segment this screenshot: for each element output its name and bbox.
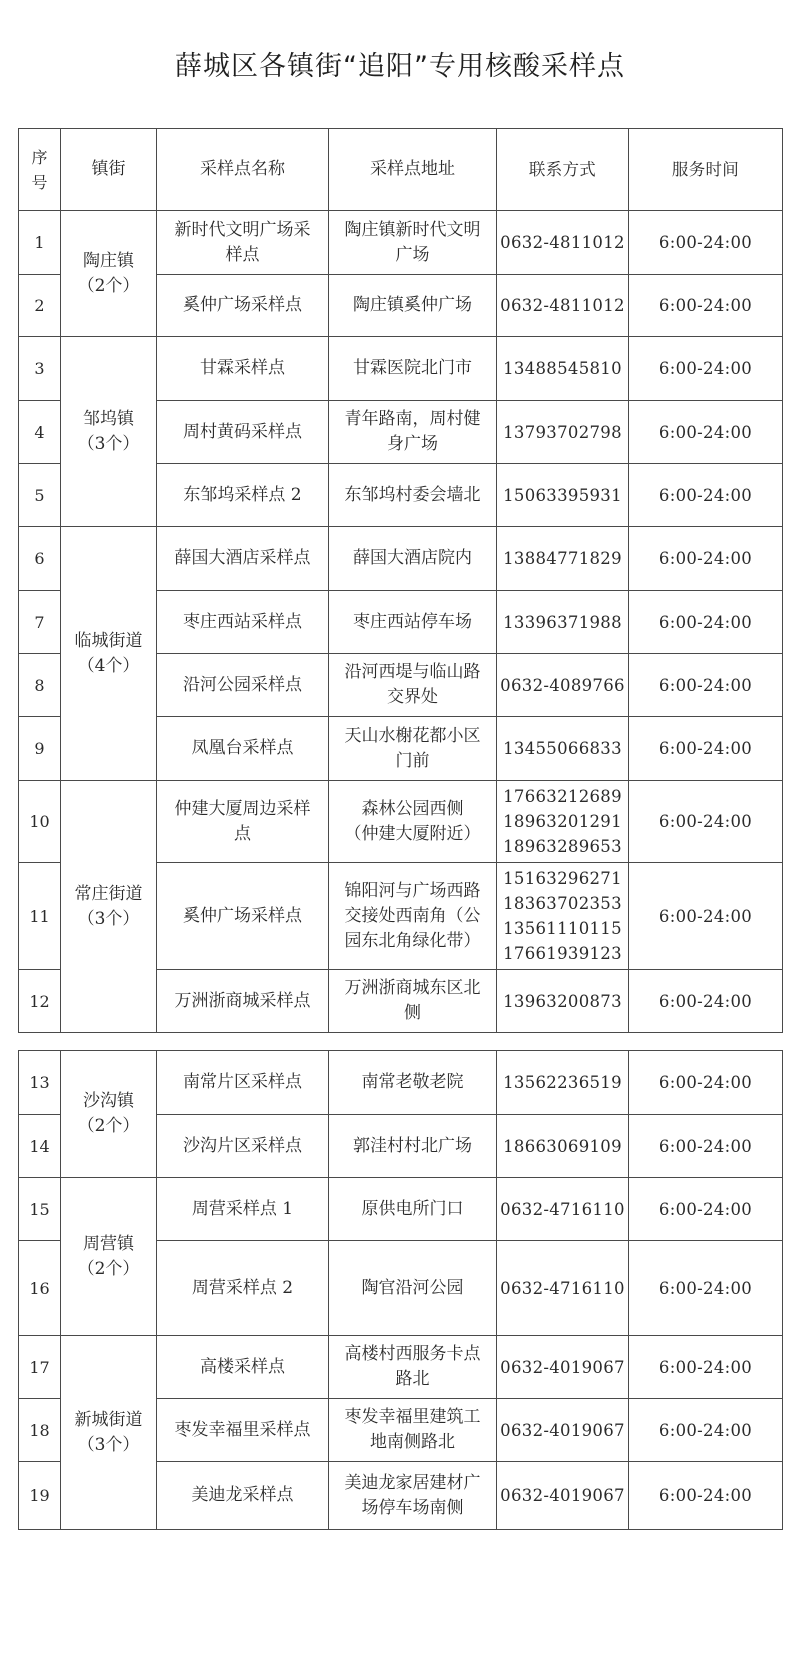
row-index: 4 bbox=[19, 401, 61, 464]
row-index: 12 bbox=[19, 970, 61, 1033]
service-time: 6:00-24:00 bbox=[629, 337, 783, 401]
site-name: 南常片区采样点 bbox=[157, 1051, 329, 1115]
site-name: 沙沟片区采样点 bbox=[157, 1115, 329, 1178]
site-address: 天山水榭花都小区 门前 bbox=[329, 717, 497, 781]
site-address: 薛国大酒店院内 bbox=[329, 527, 497, 591]
service-time: 6:00-24:00 bbox=[629, 970, 783, 1033]
service-time: 6:00-24:00 bbox=[629, 401, 783, 464]
service-time: 6:00-24:00 bbox=[629, 654, 783, 717]
table-header-row bbox=[19, 129, 783, 211]
contact: 13488545810 bbox=[497, 337, 629, 401]
town-cell: 陶庄镇 （2个） bbox=[61, 211, 157, 337]
site-address: 郭洼村村北广场 bbox=[329, 1115, 497, 1178]
contact: 0632-4019067 bbox=[497, 1399, 629, 1462]
header-site-address: 采样点地址 bbox=[329, 129, 497, 211]
header-service-time: 服务时间 bbox=[629, 129, 783, 211]
row-index: 2 bbox=[19, 275, 61, 337]
row-index: 17 bbox=[19, 1336, 61, 1399]
service-time: 6:00-24:00 bbox=[629, 1051, 783, 1115]
service-time: 6:00-24:00 bbox=[629, 591, 783, 654]
site-name: 奚仲广场采样点 bbox=[157, 863, 329, 970]
row-index: 16 bbox=[19, 1241, 61, 1336]
contact: 13884771829 bbox=[497, 527, 629, 591]
table-row bbox=[19, 1178, 783, 1241]
contact: 13455066833 bbox=[497, 717, 629, 781]
header-town: 镇街 bbox=[61, 129, 157, 211]
table-row bbox=[19, 1336, 783, 1399]
site-name: 甘霖采样点 bbox=[157, 337, 329, 401]
header-index: 序 号 bbox=[19, 129, 61, 211]
town-cell: 新城街道 （3个） bbox=[61, 1336, 157, 1530]
row-index: 18 bbox=[19, 1399, 61, 1462]
town-cell: 沙沟镇 （2个） bbox=[61, 1051, 157, 1178]
service-time: 6:00-24:00 bbox=[629, 527, 783, 591]
service-time: 6:00-24:00 bbox=[629, 211, 783, 275]
site-name: 枣庄西站采样点 bbox=[157, 591, 329, 654]
row-index: 11 bbox=[19, 863, 61, 970]
service-time: 6:00-24:00 bbox=[629, 1399, 783, 1462]
service-time: 6:00-24:00 bbox=[629, 781, 783, 863]
service-time: 6:00-24:00 bbox=[629, 1115, 783, 1178]
row-index: 6 bbox=[19, 527, 61, 591]
table-row bbox=[19, 337, 783, 401]
site-address: 万洲浙商城东区北 侧 bbox=[329, 970, 497, 1033]
row-index: 15 bbox=[19, 1178, 61, 1241]
service-time: 6:00-24:00 bbox=[629, 1462, 783, 1530]
contact: 13963200873 bbox=[497, 970, 629, 1033]
site-name: 新时代文明广场采 样点 bbox=[157, 211, 329, 275]
site-address: 陶官沿河公园 bbox=[329, 1241, 497, 1336]
site-name: 万洲浙商城采样点 bbox=[157, 970, 329, 1033]
table-row bbox=[19, 1051, 783, 1115]
contact: 0632-4716110 bbox=[497, 1178, 629, 1241]
site-name: 仲建大厦周边采样 点 bbox=[157, 781, 329, 863]
contact: 18663069109 bbox=[497, 1115, 629, 1178]
row-index: 19 bbox=[19, 1462, 61, 1530]
site-name: 枣发幸福里采样点 bbox=[157, 1399, 329, 1462]
service-time: 6:00-24:00 bbox=[629, 1336, 783, 1399]
service-time: 6:00-24:00 bbox=[629, 1241, 783, 1336]
row-index: 13 bbox=[19, 1051, 61, 1115]
site-name: 高楼采样点 bbox=[157, 1336, 329, 1399]
town-cell: 常庄街道 （3个） bbox=[61, 781, 157, 1033]
service-time: 6:00-24:00 bbox=[629, 863, 783, 970]
service-time: 6:00-24:00 bbox=[629, 1178, 783, 1241]
row-index: 7 bbox=[19, 591, 61, 654]
row-index: 8 bbox=[19, 654, 61, 717]
site-name: 沿河公园采样点 bbox=[157, 654, 329, 717]
service-time: 6:00-24:00 bbox=[629, 464, 783, 527]
service-time: 6:00-24:00 bbox=[629, 275, 783, 337]
row-index: 14 bbox=[19, 1115, 61, 1178]
site-name: 周营采样点 1 bbox=[157, 1178, 329, 1241]
contact: 0632-4811012 bbox=[497, 275, 629, 337]
sampling-sites-table-part-2 bbox=[18, 1050, 783, 1530]
row-index: 10 bbox=[19, 781, 61, 863]
site-address: 青年路南，周村健 身广场 bbox=[329, 401, 497, 464]
site-name: 薛国大酒店采样点 bbox=[157, 527, 329, 591]
site-address: 沿河西堤与临山路 交界处 bbox=[329, 654, 497, 717]
site-name: 周营采样点 2 bbox=[157, 1241, 329, 1336]
site-address: 陶庄镇新时代文明 广场 bbox=[329, 211, 497, 275]
site-name: 美迪龙采样点 bbox=[157, 1462, 329, 1530]
contact: 15063395931 bbox=[497, 464, 629, 527]
service-time: 6:00-24:00 bbox=[629, 717, 783, 781]
contact: 0632-4019067 bbox=[497, 1336, 629, 1399]
contact: 0632-4716110 bbox=[497, 1241, 629, 1336]
contact: 13396371988 bbox=[497, 591, 629, 654]
contact: 0632-4089766 bbox=[497, 654, 629, 717]
table-row bbox=[19, 211, 783, 275]
site-name: 周村黄码采样点 bbox=[157, 401, 329, 464]
site-address: 东邹坞村委会墙北 bbox=[329, 464, 497, 527]
site-name: 凤凰台采样点 bbox=[157, 717, 329, 781]
page-title: 薛城区各镇街“追阳”专用核酸采样点 bbox=[175, 51, 625, 82]
row-index: 5 bbox=[19, 464, 61, 527]
site-address: 美迪龙家居建材广 场停车场南侧 bbox=[329, 1462, 497, 1530]
town-cell: 周营镇 （2个） bbox=[61, 1178, 157, 1336]
row-index: 1 bbox=[19, 211, 61, 275]
contact: 15163296271 18363702353 13561110115 17661939123 bbox=[497, 863, 629, 970]
site-address: 陶庄镇奚仲广场 bbox=[329, 275, 497, 337]
site-address: 甘霖医院北门市 bbox=[329, 337, 497, 401]
contact: 0632-4019067 bbox=[497, 1462, 629, 1530]
header-site-name: 采样点名称 bbox=[157, 129, 329, 211]
site-address: 锦阳河与广场西路 交接处西南角（公 园东北角绿化带） bbox=[329, 863, 497, 970]
table-row bbox=[19, 527, 783, 591]
contact: 13562236519 bbox=[497, 1051, 629, 1115]
row-index: 3 bbox=[19, 337, 61, 401]
town-cell: 邹坞镇 （3个） bbox=[61, 337, 157, 527]
sampling-sites-table-part-1 bbox=[18, 128, 783, 1033]
contact: 0632-4811012 bbox=[497, 211, 629, 275]
table-row bbox=[19, 781, 783, 863]
contact: 13793702798 bbox=[497, 401, 629, 464]
row-index: 9 bbox=[19, 717, 61, 781]
site-name: 东邹坞采样点 2 bbox=[157, 464, 329, 527]
site-name: 奚仲广场采样点 bbox=[157, 275, 329, 337]
site-address: 南常老敬老院 bbox=[329, 1051, 497, 1115]
contact: 17663212689 18963201291 18963289653 bbox=[497, 781, 629, 863]
site-address: 原供电所门口 bbox=[329, 1178, 497, 1241]
header-contact: 联系方式 bbox=[497, 129, 629, 211]
town-cell: 临城街道 （4个） bbox=[61, 527, 157, 781]
site-address: 森林公园西侧 （仲建大厦附近） bbox=[329, 781, 497, 863]
site-address: 枣发幸福里建筑工 地南侧路北 bbox=[329, 1399, 497, 1462]
site-address: 高楼村西服务卡点 路北 bbox=[329, 1336, 497, 1399]
site-address: 枣庄西站停车场 bbox=[329, 591, 497, 654]
